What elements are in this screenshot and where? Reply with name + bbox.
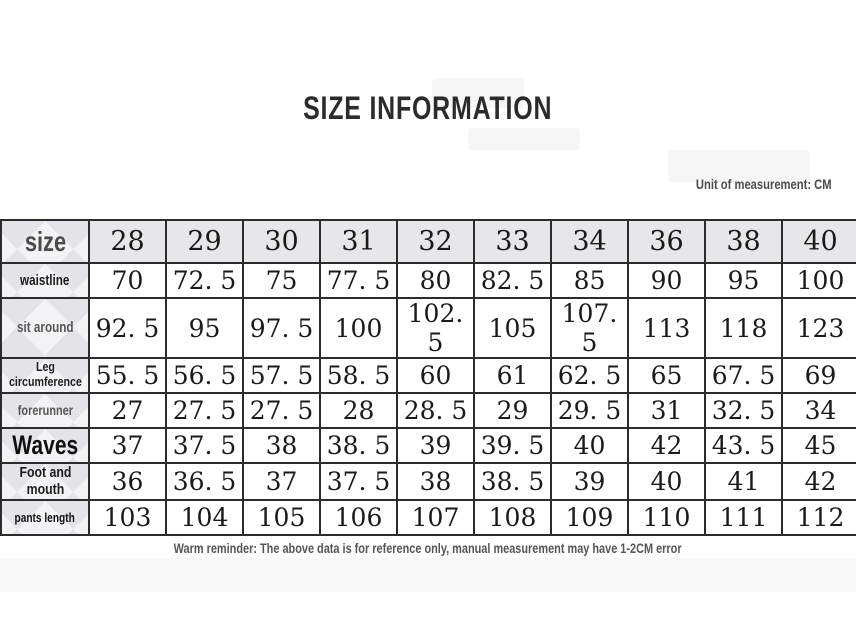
size-value-cell: 32. 5 — [705, 393, 782, 428]
size-value-cell: 37 — [89, 428, 166, 463]
size-value-cell: 38 — [243, 428, 320, 463]
size-value-cell: 105 — [474, 298, 551, 358]
size-value-cell: 60 — [397, 358, 474, 393]
size-column-header: 28 — [89, 220, 166, 263]
table-header-row — [1, 220, 856, 263]
size-column-header: 38 — [705, 220, 782, 263]
size-value-cell: 38. 5 — [474, 463, 551, 500]
size-value-cell: 27. 5 — [243, 393, 320, 428]
size-value-cell: 40 — [628, 463, 705, 500]
size-column-header: 31 — [320, 220, 397, 263]
size-value-cell: 90 — [628, 263, 705, 298]
row-label-cell — [1, 463, 89, 500]
size-column-header: 33 — [474, 220, 551, 263]
row-label-cell — [1, 358, 89, 393]
row-label-cell — [1, 263, 89, 298]
row-label: Foot and mouth — [19, 464, 71, 499]
size-column-header: 29 — [166, 220, 243, 263]
table-row-forerunner — [1, 393, 856, 428]
size-value-cell: 95 — [705, 263, 782, 298]
size-column-header: 32 — [397, 220, 474, 263]
size-value-cell: 109 — [551, 500, 628, 535]
row-label: sit around — [16, 319, 74, 336]
page-title-text: SIZE INFORMATION — [303, 90, 553, 126]
row-label: Leg circumference — [8, 359, 82, 389]
size-value-cell: 34 — [782, 393, 856, 428]
size-column-header: 30 — [243, 220, 320, 263]
size-column-header: 40 — [782, 220, 856, 263]
size-value-cell: 37 — [243, 463, 320, 500]
reminder-text: Warm reminder: The above data is for reference only, manual measurement may have 1-2CM error — [174, 540, 682, 556]
size-value-cell: 103 — [89, 500, 166, 535]
size-value-cell: 40 — [551, 428, 628, 463]
row-label-cell — [1, 500, 89, 535]
size-value-cell: 102. 5 — [397, 298, 474, 358]
table-row-leg-circumference — [1, 358, 856, 393]
row-label: waistline — [20, 271, 70, 289]
size-value-cell: 29. 5 — [551, 393, 628, 428]
size-value-cell: 42 — [782, 463, 856, 500]
table-row-sit-around — [1, 298, 856, 358]
size-value-cell: 27. 5 — [166, 393, 243, 428]
size-value-cell: 61 — [474, 358, 551, 393]
size-value-cell: 31 — [628, 393, 705, 428]
size-value-cell: 45 — [782, 428, 856, 463]
size-value-cell: 67. 5 — [705, 358, 782, 393]
size-value-cell: 56. 5 — [166, 358, 243, 393]
size-value-cell: 118 — [705, 298, 782, 358]
size-value-cell: 77. 5 — [320, 263, 397, 298]
size-column-header: 36 — [628, 220, 705, 263]
size-value-cell: 107. 5 — [551, 298, 628, 358]
unit-note — [662, 176, 832, 192]
size-value-cell: 38 — [397, 463, 474, 500]
size-value-cell: 107 — [397, 500, 474, 535]
size-value-cell: 29 — [474, 393, 551, 428]
size-table — [0, 219, 856, 536]
size-value-cell: 111 — [705, 500, 782, 535]
size-value-cell: 43. 5 — [705, 428, 782, 463]
row-label: forerunner — [17, 401, 73, 418]
size-value-cell: 57. 5 — [243, 358, 320, 393]
size-value-cell: 65 — [628, 358, 705, 393]
size-value-cell: 95 — [166, 298, 243, 358]
row-label-cell — [1, 393, 89, 428]
size-value-cell: 28. 5 — [397, 393, 474, 428]
size-value-cell: 28 — [320, 393, 397, 428]
row-label: Waves — [12, 430, 78, 460]
size-value-cell: 108 — [474, 500, 551, 535]
size-value-cell: 42 — [628, 428, 705, 463]
size-value-cell: 92. 5 — [89, 298, 166, 358]
size-value-cell: 123 — [782, 298, 856, 358]
row-label-cell — [1, 428, 89, 463]
size-value-cell: 36. 5 — [166, 463, 243, 500]
size-column-header: 34 — [551, 220, 628, 263]
table-row-waves — [1, 428, 856, 463]
size-value-cell: 75 — [243, 263, 320, 298]
watermark-smudge — [468, 128, 580, 150]
size-value-cell: 62. 5 — [551, 358, 628, 393]
size-value-cell: 106 — [320, 500, 397, 535]
size-value-cell: 113 — [628, 298, 705, 358]
size-value-cell: 41 — [705, 463, 782, 500]
size-value-cell: 39 — [551, 463, 628, 500]
size-value-cell: 70 — [89, 263, 166, 298]
size-value-cell: 37. 5 — [166, 428, 243, 463]
unit-note-text: Unit of measurement: CM — [696, 176, 832, 192]
bottom-band — [0, 558, 856, 592]
size-value-cell: 27 — [89, 393, 166, 428]
size-value-cell: 69 — [782, 358, 856, 393]
size-value-cell: 110 — [628, 500, 705, 535]
size-value-cell: 55. 5 — [89, 358, 166, 393]
size-corner-cell — [1, 220, 89, 263]
row-label: pants length — [14, 509, 76, 525]
size-value-cell: 104 — [166, 500, 243, 535]
size-value-cell: 39. 5 — [474, 428, 551, 463]
size-value-cell: 72. 5 — [166, 263, 243, 298]
size-corner-label: size — [24, 225, 66, 257]
size-value-cell: 80 — [397, 263, 474, 298]
page-title — [0, 90, 856, 127]
size-value-cell: 100 — [782, 263, 856, 298]
size-value-cell: 39 — [397, 428, 474, 463]
size-value-cell: 38. 5 — [320, 428, 397, 463]
table-row-waistline — [1, 263, 856, 298]
size-value-cell: 36 — [89, 463, 166, 500]
size-value-cell: 97. 5 — [243, 298, 320, 358]
row-label-cell — [1, 298, 89, 358]
size-value-cell: 100 — [320, 298, 397, 358]
table-row-foot-and-mouth — [1, 463, 856, 500]
size-value-cell: 37. 5 — [320, 463, 397, 500]
size-value-cell: 105 — [243, 500, 320, 535]
size-value-cell: 112 — [782, 500, 856, 535]
size-value-cell: 58. 5 — [320, 358, 397, 393]
table-row-pants-length — [1, 500, 856, 535]
size-value-cell: 85 — [551, 263, 628, 298]
size-value-cell: 82. 5 — [474, 263, 551, 298]
reminder-note — [0, 540, 856, 556]
